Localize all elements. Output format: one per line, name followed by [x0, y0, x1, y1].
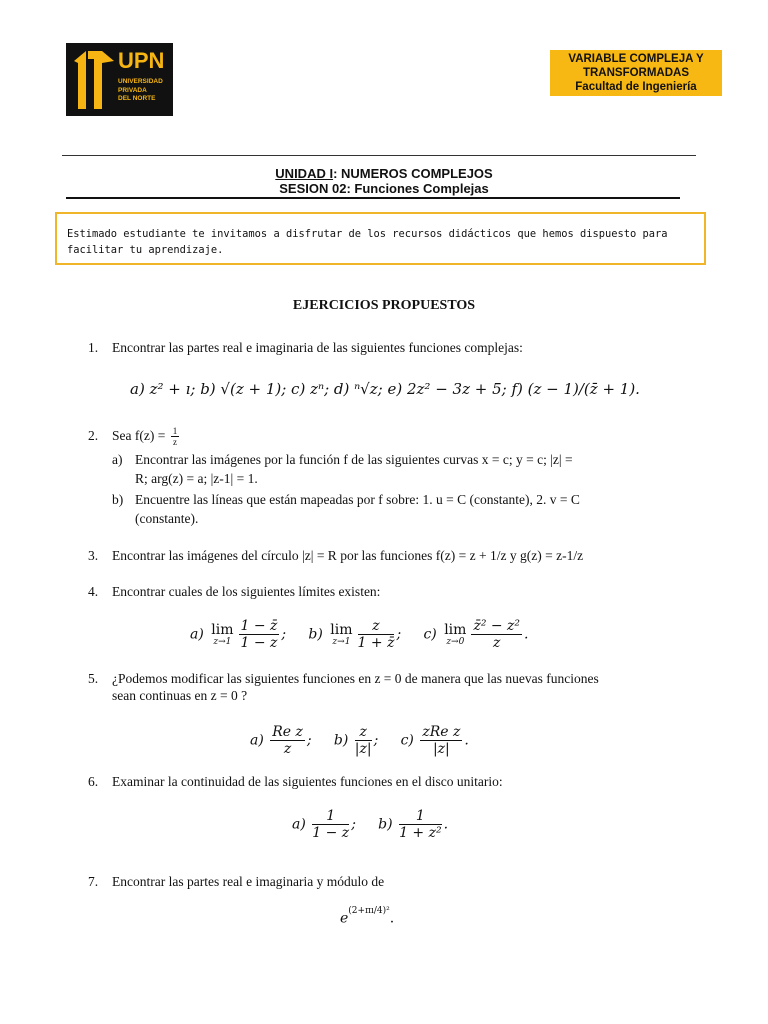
- session-divider: [66, 197, 680, 199]
- exercise-7-number: 7.: [88, 874, 99, 889]
- exercise-7-expression: $e^{(2+\pi ı/4)^2}$.: [340, 906, 395, 927]
- exercise-1-number: 1.: [88, 340, 99, 355]
- exercise-5-line1: ¿Podemos modificar las siguientes funciones en z = 0 de manera que las nuevas funciones: [112, 671, 599, 686]
- exercise-1-formulas: a) z² + ı; b) √(z + 1); c) zⁿ; d) ⁿ√z; e) 2z² − 3z + 5; f) (z − 1)/(z̄ + 1).: [130, 380, 640, 398]
- limit-a-fraction: $\frac{1 - z̄}{1 - z}$: [240, 618, 278, 651]
- exercise-5-line2: sean continuas en z = 0 ?: [112, 688, 248, 703]
- exercise-2a-label: a): [112, 452, 123, 467]
- exercise-3-text: Encontrar las imágenes del círculo |z| = R por las funciones f(z) = z + 1/z y g(z) = z-1/z: [112, 548, 584, 563]
- limit-c: lim z→0: [444, 621, 467, 647]
- exercise-2b-line1: Encuentre las líneas que están mapeadas por f sobre: 1. u = C (constante), 2. v = C: [135, 492, 580, 507]
- limit-c-fraction: $\frac{\text{z̄² − z²}}{z}$: [473, 618, 521, 651]
- upn-arrow-logo-icon: [72, 51, 116, 109]
- course-title-box: VARIABLE COMPLEJA Y TRANSFORMADAS Facultad de Ingeniería: [550, 50, 722, 96]
- logo-brand: UPN: [118, 48, 165, 73]
- limit-a: lim z→1: [211, 621, 234, 647]
- exercise-5-number: 5.: [88, 671, 99, 686]
- exercise-2a-line2: R; arg(z) = a; |z-1| = 1.: [135, 471, 258, 486]
- exercise-3-number: 3.: [88, 548, 99, 563]
- upn-logo: [66, 43, 173, 116]
- invitation-box: Estimado estudiante te invitamos a disfrutar de los recursos didácticos que hemos dispuesto para facilitar tu aprendizaje.: [55, 212, 706, 265]
- exercise-2b-label: b): [112, 492, 124, 507]
- exercise-6-text: Examinar la continuidad de las siguientes funciones en el disco unitario:: [112, 774, 503, 789]
- unit-title: UNIDAD I: NUMEROS COMPLEJOS: [275, 166, 493, 181]
- function-c-fraction: $\frac{\text{zRe z}}{|z|}$: [422, 724, 461, 757]
- exercise-6-functions: a) $\frac{1}{1 - z}$ ; b) $\frac{1}{\text{1 + z²}}$ .: [292, 808, 449, 841]
- function-a-fraction: $\frac{\text{Re z}}{z}$: [272, 724, 303, 757]
- exercise-7-text: Encontrar las partes real e imaginaria y módulo de: [112, 874, 385, 889]
- exercise-5-functions: a) $\frac{\text{Re z}}{z}$ ; b) $\frac{z}{|z|}$ ; c) $\frac{\text{zRe z}}{|z|}$ .: [250, 724, 469, 757]
- exercise-4-number: 4.: [88, 584, 99, 599]
- exercise-4-text: Encontrar cuales de los siguientes límites existen:: [112, 584, 381, 599]
- limit-b: lim z→1: [330, 621, 353, 647]
- exercise-4-limits: a) lim z→1 $\frac{1 - z̄}{1 - z}$ ; b) lim z→1 $\frac{z}{1 + z̄}$ ; c) lim z→0 $\frac{\text{z̄² − z²}}{z}$ .: [190, 618, 529, 651]
- exercise-2b-line2: (constante).: [135, 511, 199, 526]
- exercise-2-fraction: $\frac{1}{z}$: [172, 426, 178, 448]
- continuity-a-fraction: $\frac{1}{1 - z}$: [312, 808, 350, 841]
- function-b-fraction: $\frac{z}{|z|}$: [354, 724, 372, 757]
- exercise-2a-line1: Encontrar las imágenes por la función f de las siguientes curvas x = c; y = c; |z| =: [135, 452, 573, 467]
- exercise-1-text: Encontrar las partes real e imaginaria de las siguientes funciones complejas:: [112, 340, 523, 355]
- exercise-2-number: 2.: [88, 428, 99, 443]
- exercise-2-text: Sea f(z) = $\frac{1}{z}$: [112, 426, 178, 448]
- exercise-6-number: 6.: [88, 774, 99, 789]
- limit-b-fraction: $\frac{z}{1 + z̄}$: [357, 618, 395, 651]
- logo-university-name: UNIVERSIDAD PRIVADA DEL NORTE: [118, 78, 163, 102]
- continuity-b-fraction: $\frac{1}{\text{1 + z²}}$: [399, 808, 442, 841]
- header-divider: [62, 155, 696, 156]
- section-title: EJERCICIOS PROPUESTOS: [292, 298, 476, 313]
- session-title: SESION 02: Funciones Complejas: [279, 181, 489, 196]
